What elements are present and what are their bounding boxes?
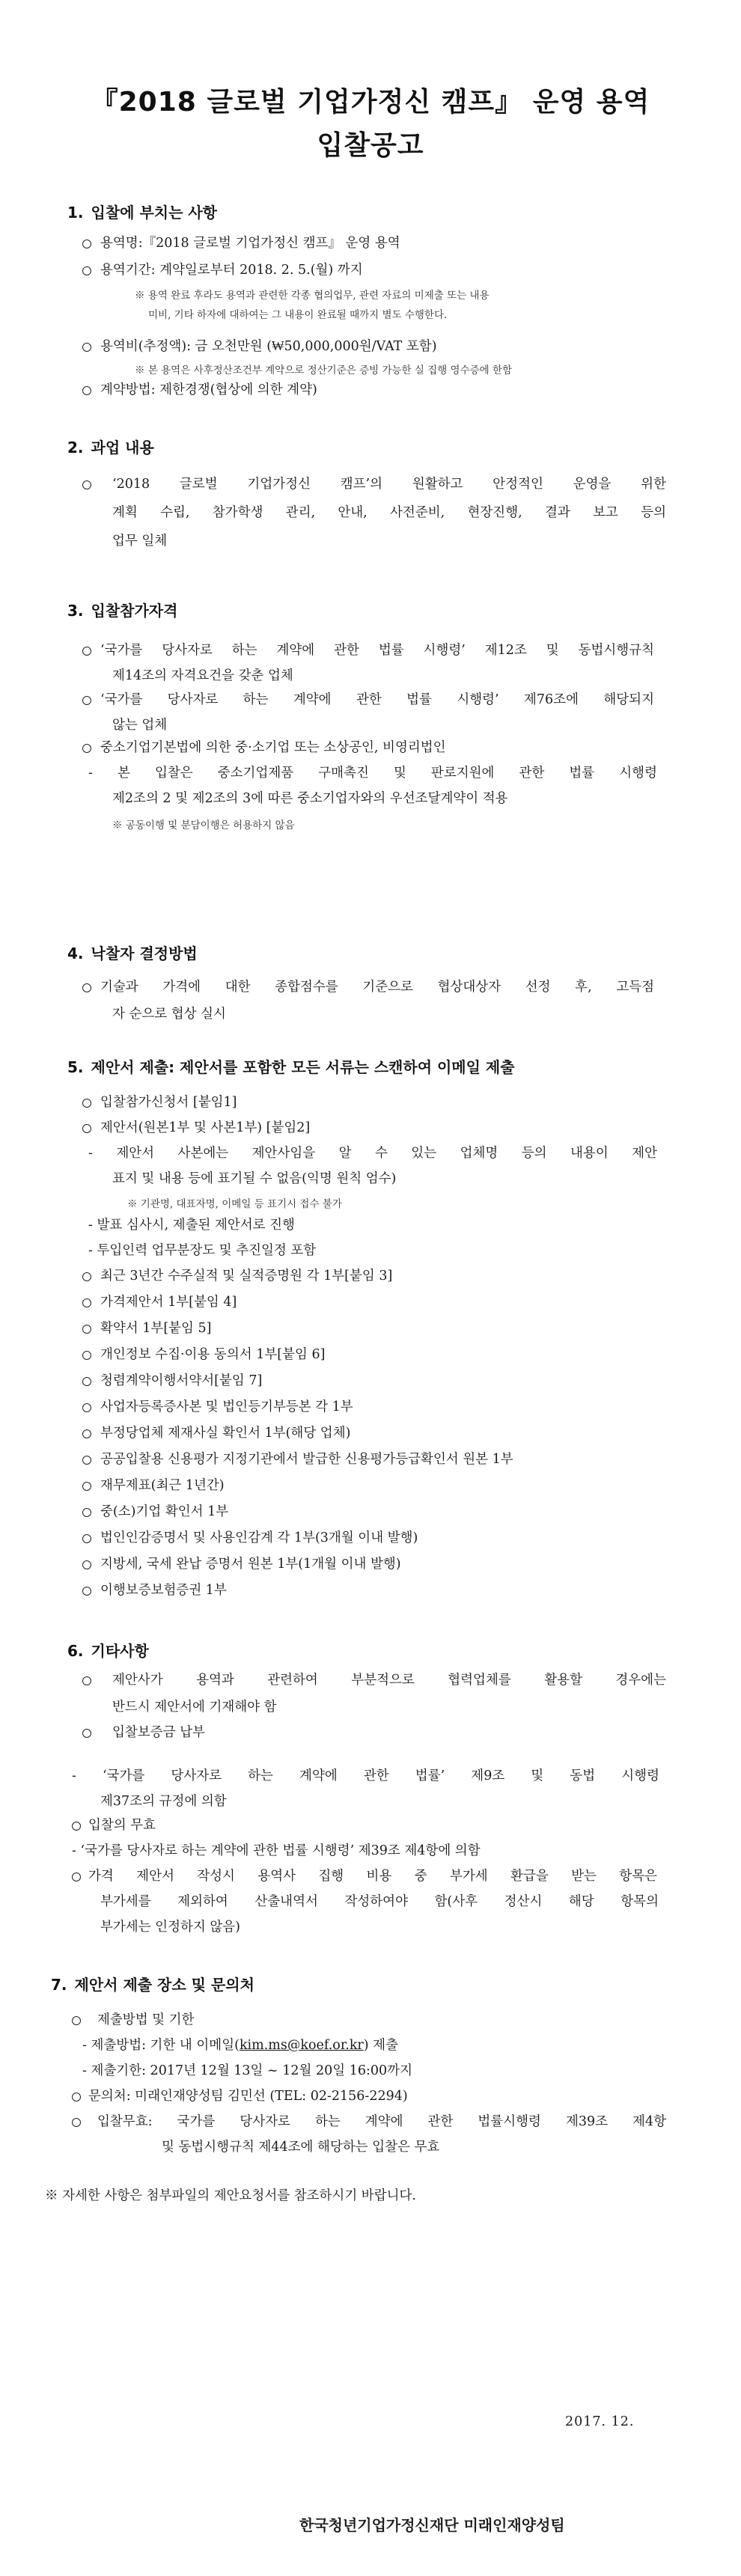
section-number: 5. [67, 1058, 84, 1076]
section-number: 1. [67, 204, 84, 222]
note-text: ※ 용역 완료 후라도 용역과 관련한 각종 협의업무, 관련 자료의 미제출 또는 내용 [135, 290, 490, 302]
circle-bullet-icon [72, 1873, 81, 1881]
circle-bullet-icon [82, 1482, 91, 1491]
circle-bullet-icon [82, 1403, 91, 1412]
body-line: 제출방법 및 기한 [97, 2012, 195, 2027]
list-item: 이행보증보험증권 1부 [100, 1583, 227, 1598]
section-7-heading [51, 1973, 254, 1994]
circle-bullet-icon [82, 480, 91, 489]
announcement-date: 2017. 12. [565, 2414, 635, 2429]
circle-bullet-icon [82, 1298, 91, 1307]
circle-bullet-icon [82, 696, 91, 705]
circle-bullet-icon [82, 1351, 91, 1360]
list-item: 가격제안서 1부[붙임 4] [100, 1295, 237, 1310]
list-item: 재무제표(최근 1년간) [100, 1478, 225, 1493]
note-text: ※ 본 용역은 사후정산조건부 계약으로 정산기준은 증빙 가능한 실 집행 영수증에 한함 [135, 364, 513, 376]
body-line: ‘2018 글로벌 기업가정신 캠프’의 원활하고 안정적인 운영을 위한 [112, 477, 666, 492]
circle-bullet-icon [72, 2016, 81, 2025]
section-6-heading [67, 1639, 149, 1661]
circle-bullet-icon [82, 343, 91, 352]
body-line: - 본 입찰은 중소기업제품 구매촉진 및 판로지원에 관한 법률 시행령 [88, 766, 657, 781]
service-cost: 용역비(추정액): 금 오천만원 (₩50,000,000원/VAT 포함) [100, 339, 437, 354]
submission-method-prefix: - 제출방법: 기한 내 이메일( [82, 2038, 240, 2053]
service-name: 용역명:『2018 글로벌 기업가정신 캠프』 운영 용역 [100, 236, 400, 251]
circle-bullet-icon [82, 1325, 91, 1334]
section-1-heading [67, 201, 217, 222]
body-line: 업무 일체 [112, 534, 168, 549]
circle-bullet-icon [82, 1124, 91, 1133]
body-line: 및 동법시행규칙 제44조에 해당하는 입찰은 무효 [162, 2140, 440, 2155]
section-title: 제안서 제출: 제안서를 포함한 모든 서류는 스캔하여 이메일 제출 [91, 1058, 515, 1076]
body-line: 부가세를 제외하여 산출내역서 작성하여야 함(사후 정산시 해당 항목의 [100, 1894, 659, 1909]
body-line: 않는 업체 [112, 718, 168, 733]
reference-note: ※ 자세한 사항은 첨부파일의 제안요청서를 참조하시기 바랍니다. [45, 2188, 416, 2203]
body-line: 입찰보증금 납부 [112, 1725, 205, 1740]
circle-bullet-icon [72, 1822, 81, 1831]
circle-bullet-icon [72, 2118, 81, 2127]
list-item: 지방세, 국세 완납 증명서 원본 1부(1개월 이내 발행) [100, 1557, 401, 1572]
body-line: 제안사가 용역과 관련하여 부분적으로 협력업체를 활용할 경우에는 [112, 1673, 666, 1688]
note-text: ※ 공동이행 및 분담이행은 허용하지 않음 [112, 820, 295, 831]
body-line: ‘국가를 당사자로 하는 계약에 관한 법률 시행령’ 제12조 및 동법시행규칙 [100, 643, 654, 658]
contract-method: 계약방법: 제한경쟁(협상에 의한 계약) [100, 382, 317, 397]
section-title: 입찰에 부치는 사항 [91, 204, 218, 222]
submission-deadline: - 제출기한: 2017년 12월 13일 ~ 12월 20일 16:00까지 [82, 2063, 412, 2078]
sub-item: - 발표 심사시, 제출된 제안서로 진행 [88, 1218, 295, 1233]
submission-method [82, 2037, 398, 2054]
email-link[interactable]: kim.ms@koef.or.kr [239, 2038, 364, 2053]
body-line: 가격 제안서 작성시 용역사 집행 비용 중 부가세 환급을 받는 항목은 [88, 1869, 657, 1884]
circle-bullet-icon [82, 1560, 91, 1569]
circle-bullet-icon [82, 1508, 91, 1517]
section-number: 2. [67, 439, 84, 457]
circle-bullet-icon [82, 983, 91, 992]
circle-bullet-icon [82, 266, 91, 275]
circle-bullet-icon [82, 1429, 91, 1438]
circle-bullet-icon [82, 1377, 91, 1386]
body-line: 계획 수립, 참가학생 관리, 안내, 사전준비, 현장진행, 결과 보고 등의 [112, 505, 666, 520]
page-subtitle: 입찰공고 [317, 130, 424, 161]
note-text: 미비, 기타 하자에 대하여는 그 내용이 완료될 때까지 별도 수행한다. [148, 309, 448, 321]
organization-name: 한국청년기업가정신재단 미래인재양성팀 [299, 2516, 565, 2534]
body-line: 반드시 제안서에 기재해야 함 [112, 1700, 277, 1715]
page-title: 『2018 글로벌 기업가정신 캠프』 운영 용역 [91, 87, 650, 117]
body-line: 제14조의 자격요건을 갖춘 업체 [112, 668, 293, 683]
section-number: 4. [67, 944, 84, 962]
body-line: - ‘국가를 당사자로 하는 계약에 관한 법률’ 제9조 및 동법 시행령 [72, 1768, 659, 1783]
note-text: ※ 기관명, 대표자명, 이메일 등 표기시 접수 불가 [127, 1198, 342, 1210]
body-line: - ‘국가를 당사자로 하는 계약에 관한 법률 시행령’ 제39조 제4항에 의함 [72, 1843, 481, 1858]
circle-bullet-icon [82, 1676, 91, 1685]
section-title: 과업 내용 [91, 439, 154, 457]
body-line: 제37조의 규정에 의함 [100, 1794, 227, 1809]
circle-bullet-icon [82, 1099, 91, 1108]
body-line: ‘국가를 당사자로 하는 계약에 관한 법률 시행령’ 제76조에 해당되지 [100, 692, 654, 707]
submission-method-suffix: ) 제출 [363, 2038, 398, 2053]
body-line: 기술과 가격에 대한 종합점수를 기준으로 협상대상자 선정 후, 고득점 [100, 980, 654, 995]
circle-bullet-icon [72, 2093, 81, 2102]
section-5-heading [67, 1055, 515, 1077]
list-item: 중(소)기업 확인서 1부 [100, 1504, 229, 1519]
list-item: 법인인감증명서 및 사용인감계 각 1부(3개월 이내 발행) [100, 1530, 418, 1545]
circle-bullet-icon [82, 1272, 91, 1281]
list-item: 공공입찰용 신용평가 지정기관에서 발급한 신용평가등급확인서 원본 1부 [100, 1452, 513, 1467]
section-2-heading [67, 436, 154, 457]
service-period: 용역기간: 계약일로부터 2018. 2. 5.(월) 까지 [100, 263, 363, 278]
circle-bullet-icon [82, 1729, 91, 1738]
circle-bullet-icon [82, 1534, 91, 1543]
sub-item: - 투입인력 업무분장도 및 추진일정 포함 [88, 1243, 317, 1258]
section-number: 6. [67, 1642, 84, 1660]
sub-item: 표지 및 내용 등에 표기될 수 없음(익명 원칙 엄수) [112, 1171, 397, 1186]
body-line: 중소기업기본법에 의한 중·소기업 또는 소상공인, 비영리법인 [100, 740, 446, 755]
section-number: 3. [67, 602, 84, 620]
list-item: 부정당업체 제재사실 확인서 1부(해당 업체) [100, 1426, 351, 1441]
circle-bullet-icon [82, 239, 91, 248]
body-line: 부가세는 인정하지 않음) [100, 1920, 241, 1935]
list-item: 청렴계약이행서약서[붙임 7] [100, 1373, 263, 1388]
circle-bullet-icon [82, 386, 91, 395]
section-number: 7. [51, 1976, 67, 1994]
section-title: 제안서 제출 장소 및 문의처 [74, 1976, 254, 1994]
contact-info: 문의처: 미래인재양성팀 김민선 (TEL: 02-2156-2294) [88, 2089, 408, 2104]
body-line: 입찰의 무효 [88, 1818, 156, 1833]
list-item: 사업자등록증사본 및 법인등기부등본 각 1부 [100, 1400, 353, 1414]
body-line: 자 순으로 협상 실시 [112, 1007, 226, 1022]
circle-bullet-icon [82, 647, 91, 656]
list-item: 최근 3년간 수주실적 및 실적증명원 각 1부[붙임 3] [100, 1269, 393, 1284]
section-title: 낙찰자 결정방법 [91, 944, 198, 962]
sub-item: - 제안서 사본에는 제안사임을 알 수 있는 업체명 등의 내용이 제안 [88, 1146, 657, 1161]
list-item: 입찰참가신청서 [붙임1] [100, 1095, 237, 1110]
circle-bullet-icon [82, 744, 91, 753]
section-3-heading [67, 599, 177, 620]
circle-bullet-icon [82, 1587, 91, 1596]
body-line: 제2조의 2 및 제2조의 3에 따른 중소기업자와의 우선조달계약이 적용 [112, 791, 508, 806]
list-item: 개인정보 수집·이용 동의서 1부[붙임 6] [100, 1347, 326, 1362]
section-title: 기타사항 [91, 1642, 149, 1660]
circle-bullet-icon [82, 1456, 91, 1465]
section-4-heading [67, 941, 198, 963]
section-title: 입찰참가자격 [91, 602, 178, 620]
body-line: 입찰무효: 국가를 당사자로 하는 계약에 관한 법률시행령 제39조 제4항 [97, 2114, 666, 2129]
list-item: 제안서(원본1부 및 사본1부) [붙임2] [100, 1120, 311, 1135]
list-item: 확약서 1부[붙임 5] [100, 1321, 212, 1336]
